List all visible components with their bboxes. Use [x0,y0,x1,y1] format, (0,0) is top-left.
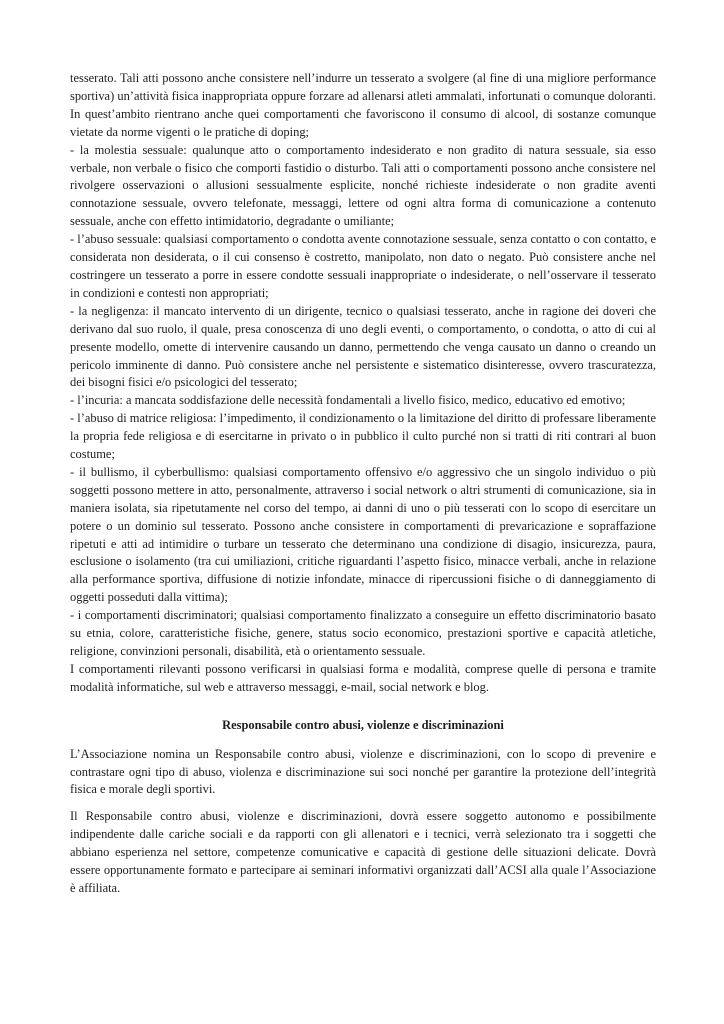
paragraph-neglect: - l’incuria: a mancata soddisfazione delle necessità fondamentali a livello fisico, medico, educativo ed emotivo; [70,393,626,408]
paragraph-sexual-abuse: - l’abuso sessuale: qualsiasi comportamento o condotta avente connotazione sessuale, senza contatto o con contatto, e considerata non desiderata, o il cui consenso è costretto, manipolato, non dato o negato. Può consistere anche nel costringere un tesserato a porre in essere condotte sessuali inappropriate o indesiderate, o nell’osservare il tesserato in condizioni e contesti non appropriati; [70,232,656,300]
paragraph-relevant-behaviours: I comportamenti rilevanti possono verificarsi in qualsiasi forma e modalità, comprese quelle di persona e tramite modalità informatiche, sul web e attraverso messaggi, e-mail, social network e blog. [70,661,656,694]
paragraph-sexual-harassment: - la molestia sessuale: qualunque atto o comportamento indesiderato e non gradito di natura sessuale, sia esso verbale, non verbale o fisico che comporti fastidio o disturbo. Tali atti o comportamenti possono anche consistere nel rivolgere osservazioni o allusioni sessualmente esplicite, nonché richieste indesiderate o non gradite aventi connotazione sessuale, ovvero telefonate, messaggi, lettere od ogni altra forma di comunicazione a contenuto sessuale, anche con effetto intimidatorio, degradante o umiliante; [70,142,656,229]
paragraph-bullying: - il bullismo, il cyberbullismo: qualsiasi comportamento offensivo e/o aggressivo che un singolo individuo o più soggetti possono mettere in atto, personalmente, attraverso i social network o altri strumenti di comunicazione, sia in maniera isolata, sia ripetutamente nel corso del tempo, ai danni di uno o più tesserati con lo scopo di esercitare un potere o un dominio sul tesserato. Possono anche consistere in comportamenti di prevaricazione e sopraffazione ripetuti e atti ad intimidire o turbare un tesserato che determinano una condizione di disagio, insicurezza, paura, esclusione o isolamento (tra cui umiliazioni, critiche riguardanti l’aspetto fisico, minacce verbali, anche in relazione alla performance sportiva, diffusione di notizie infondate, minacce di ripercussioni fisiche o di danneggiamento di oggetti posseduti dalla vittima); [70,464,656,605]
paragraph-abuse-sport: tesserato. Tali atti possono anche consistere nell’indurre un tesserato a svolgere (al fine di una migliore performance sportiva) un’attività fisica inappropriata oppure forzare ad allenarsi atleti ammalati, infortunati o comunque doloranti. In quest’ambito rientrano anche quei comportamenti che favoriscono il consumo di alcool, di sostanze comunque vietate da norme vigenti o le pratiche di doping; [70,71,656,139]
section-heading: Responsabile contro abusi, violenze e discriminazioni [222,717,504,732]
paragraph-requirements: Il Responsabile contro abusi, violenze e discriminazioni, dovrà essere soggetto autonomo e possibilmente indipendente dalle cariche sociali e da rapporti con gli allenatori e i tecnici, verrà selezionato tra i soggetti che abbiano esperienza nel settore, competenze comunicative e capacità di gestione delle situazioni delicate. Dovrà essere opportunamente formato e partecipare ai seminari informativi organizzati dall’ACSI alla quale l’Associazione è affiliata. [70,809,656,895]
document-page [70,70,656,898]
paragraph-religious-abuse: - l’abuso di matrice religiosa: l’impedimento, il condizionamento o la limitazione del diritto di professare liberamente la propria fede religiosa e di esercitarne in privato o in pubblico il culto purché non si tratti di riti contrari al buon costume; [70,411,656,462]
paragraph-discrimination: - i comportamenti discriminatori; qualsiasi comportamento finalizzato a conseguire un effetto discriminatorio basato su etnia, colore, caratteristiche fisiche, genere, status socio economico, prestazioni sportive e capacità atletiche, religione, convinzioni personali, disabilità, età o orientamento sessuale. [70,608,656,658]
paragraph-negligence: - la negligenza: il mancato intervento di un dirigente, tecnico o qualsiasi tesserato, anche in ragione dei doveri che derivano dal suo ruolo, il quale, presa conoscenza di uno degli eventi, o comportamento, o condotta, o atto di cui al presente modello, omette di intervenire causando un danno, permettendo che venga causato un danno o creando un pericolo imminente di danno. Può consistere anche nel persistente e sistematico disinteresse, ovvero trascuratezza, dei bisogni fisici e/o psicologici del tesserato; [70,303,656,390]
paragraph-appointment: L’Associazione nomina un Responsabile contro abusi, violenze e discriminazioni, con lo scopo di prevenire e contrastare ogni tipo di abuso, violenza e discriminazione sui soci nonché per garantire la protezione dell’integrità fisica e morale degli sportivi. [70,746,656,797]
